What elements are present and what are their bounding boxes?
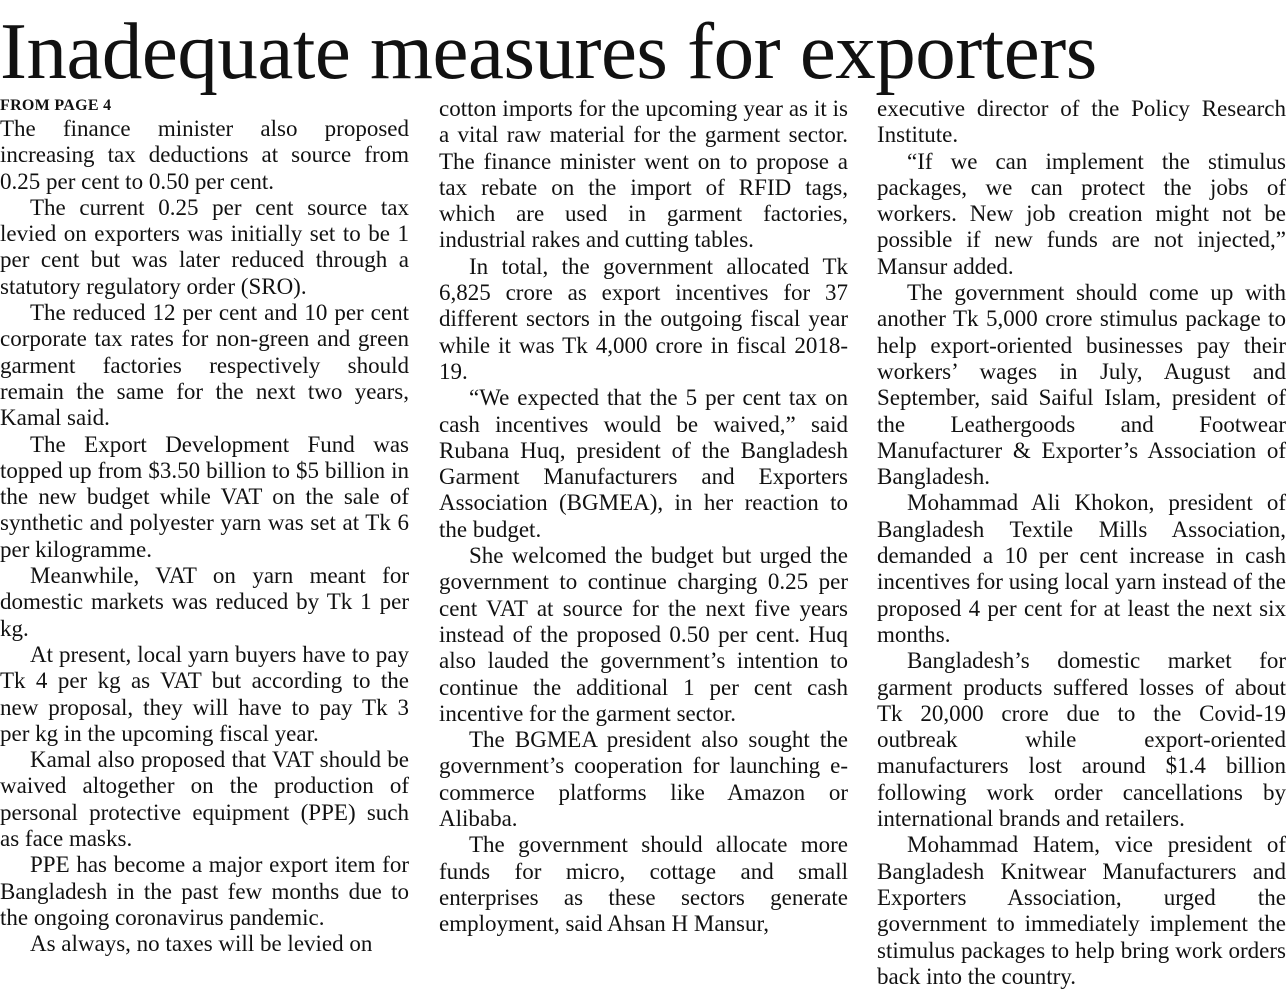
paragraph: As always, no taxes will be levied on xyxy=(30,931,373,957)
paragraph: Mohammad Hatem, vice president of Bangladesh Knitwear Manufacturers and Exporters Association, urged the government to immediately implement the stimulus packages to help bring work orders back into the country. xyxy=(877,832,1286,989)
paragraph: Meanwhile, VAT on yarn meant for domestic markets was reduced by Tk 1 per kg. xyxy=(0,563,409,641)
article-column-2 xyxy=(439,96,848,938)
paragraph: Kamal also proposed that VAT should be waived altogether on the production of personal protective equipment (PPE) such as face masks. xyxy=(0,747,409,852)
paragraph: At present, local yarn buyers have to pay Tk 4 per kg as VAT but according to the new proposal, they will have to pay Tk 3 per kg in the upcoming fiscal year. xyxy=(0,641,409,746)
paragraph: Bangladesh’s domestic market for garment products suffered losses of about Tk 20,000 crore due to the Covid-19 outbreak while export-oriented manufacturers lost around $1.4 billion following work order cancellations by international brands and retailers. xyxy=(877,648,1286,832)
article-column-3 xyxy=(877,96,1286,990)
paragraph: The government should come up with another Tk 5,000 crore stimulus package to help export-oriented businesses pay their workers’ wages in July, August and September, said Saiful Islam, president of the Leathergoods and Footwear Manufacturer & Exporter’s Association of Bangladesh. xyxy=(877,280,1286,490)
paragraph: The BGMEA president also sought the government’s cooperation for launching e-commerce platforms like Amazon or Alibaba. xyxy=(439,727,848,832)
paragraph: PPE has become a major export item for Bangladesh in the past few months due to the ongoing coronavirus pandemic. xyxy=(0,852,409,930)
paragraph: The current 0.25 per cent source tax levied on exporters was initially set to be 1 per cent but was later reduced through a statutory regulatory order (SRO). xyxy=(0,194,409,299)
paragraph: The Export Development Fund was topped up from $3.50 billion to $5 billion in the new budget while VAT on the sale of synthetic and polyester yarn was set at Tk 6 per kilogramme. xyxy=(0,431,409,562)
paragraph: The finance minister also proposed increasing tax deductions at source from 0.25 per cent to 0.50 per cent. xyxy=(0,116,409,194)
paragraph: executive director of the Policy Research Institute. xyxy=(877,96,1286,148)
continued-from-label: FROM PAGE 4 xyxy=(0,97,112,114)
paragraph: She welcomed the budget but urged the government to continue charging 0.25 per cent VAT at source for the next five years instead of the proposed 0.50 per cent. Huq also lauded the government’s intention to continue the additional 1 per cent cash incentive for the garment sector. xyxy=(439,543,848,726)
paragraph: The government should allocate more funds for micro, cottage and small enterprises as these sectors generate employment, said Ahsan H Mansur, xyxy=(439,832,848,937)
paragraph: “If we can implement the stimulus packages, we can protect the jobs of workers. New job creation might not be possible if new funds are not injected,” Mansur added. xyxy=(877,148,1286,279)
article-column-1 xyxy=(0,96,409,958)
paragraph: “We expected that the 5 per cent tax on cash incentives would be waived,” said Rubana Huq, president of the Bangladesh Garment Manufacturers and Exporters Association (BGMEA), in her reaction to the budget. xyxy=(439,385,848,542)
headline: Inadequate measures for exporters xyxy=(0,6,1097,96)
paragraph: The reduced 12 per cent and 10 per cent corporate tax rates for non-green and green garment factories respectively should remain the same for the next two years, Kamal said. xyxy=(0,300,409,431)
paragraph: Mohammad Ali Khokon, president of Bangladesh Textile Mills Association, demanded a 10 per cent increase in cash incentives for using local yarn instead of the proposed 4 per cent for at least the next six months. xyxy=(877,490,1286,647)
paragraph: cotton imports for the upcoming year as it is a vital raw material for the garment sector. The finance minister went on to propose a tax rebate on the import of RFID tags, which are used in garment factories, industrial rakes and cutting tables. xyxy=(439,96,848,253)
paragraph: In total, the government allocated Tk 6,825 crore as export incentives for 37 different sectors in the outgoing fiscal year while it was Tk 4,000 crore in fiscal 2018-19. xyxy=(439,253,848,384)
